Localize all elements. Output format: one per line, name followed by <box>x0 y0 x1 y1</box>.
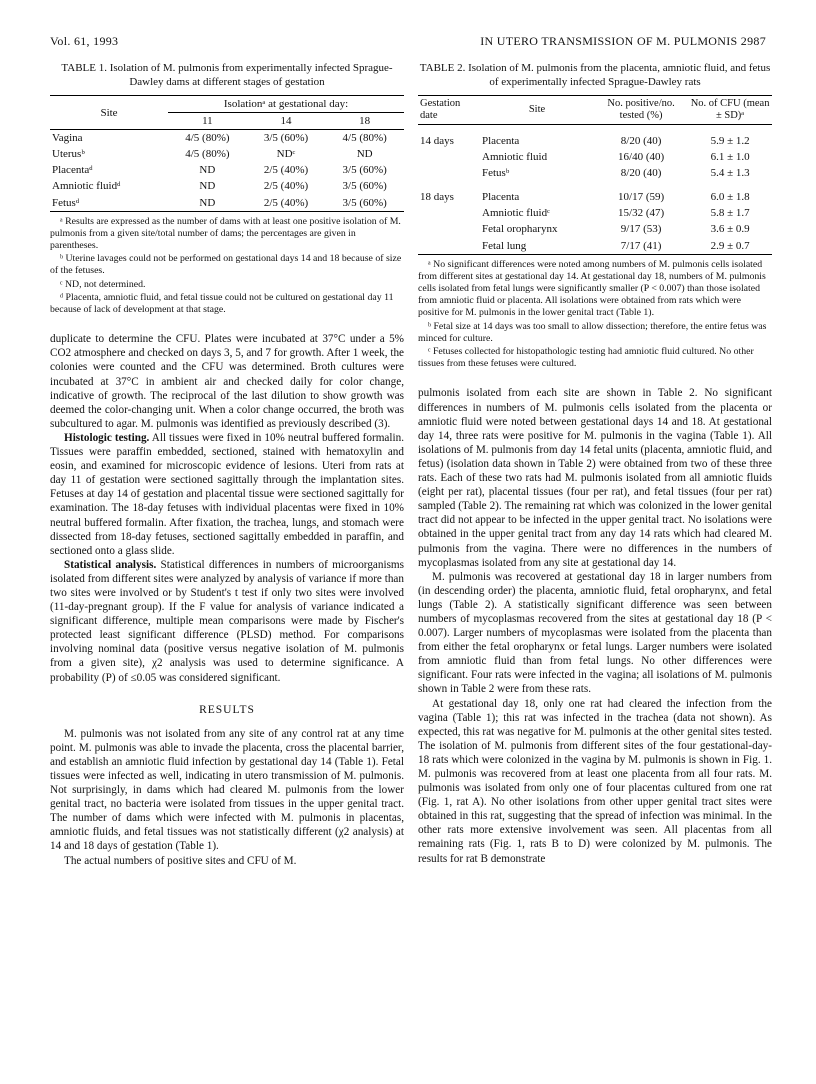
paragraph: Histologic testing. All tissues were fixed in 10% neutral buffered formalin. Tissues were paraffin embedded, sectioned, stained with hematoxylin and eosin, and examined for microscopic evidence of lesions. Uteri from rats at day 11 of gestation were sectioned sagittally through the implantation sites. Fetuses at day 14 of gestation and placental tissue were sectioned sagittally for examination. The 18-day fetuses with individual placentas were fixed in 10% neutral buffered formalin. After fixation, the trachea, lungs, and stomach were dissected from 18-day fetuses, sectioned sagittally embedded in paraffin, and sectioned onto a glass slide. <box>50 431 404 557</box>
table-row: Uterusᵇ 4/5 (80%) NDᶜ ND <box>52 148 373 161</box>
table-row: Placentaᵈ ND 2/5 (40%) 3/5 (60%) <box>52 164 387 177</box>
footnote: ᵈ Placenta, amniotic fluid, and fetal tissue could not be cultured on gestational day 11 because of lack of development at that stage. <box>50 291 394 316</box>
table2-col-cfu: No. of CFU (mean ± SD)ᵃ <box>688 96 772 125</box>
table-row: Fetal oropharynx 9/17 (53) 3.6 ± 0.9 <box>482 223 750 236</box>
footnote: ᵃ Results are expressed as the number of dams with at least one positive isolation of M. pulmonis from a given site/total number of dams; the percentages are given in parentheses. <box>50 215 401 252</box>
paragraph: At gestational day 18, only one rat had cleared the infection from the vagina (Table 1); this rat was infected in the trachea (data not shown). As expected, this rat was negative for M. pulmonis at the other genital sites tested. The isolation of M. pulmonis from different sites of the four gestational-day-18 rats which were colonized in the vagina by M. pulmonis is shown in Fig. 1. M. pulmonis was recovered from at least one placenta from all four rats. M. pulmonis was isolated from only one of four placentas cultured from one rat (Fig. 1, rat A). No other isolations from other upper genital tract sites were obtained in this rat, suggesting that the spread of infection was minimal. In the other rats more extensive involvement was seen. All placentas from all remaining rats (Fig. 1, rats B to D) were colonized by M. pulmonis. The results for rat B demonstrate <box>418 697 772 865</box>
table1-col-site: Site <box>50 96 168 130</box>
running-header-volume: Vol. 61, 1993 <box>50 34 119 48</box>
footnote: ᶜ ND, not determined. <box>60 278 146 290</box>
running-header-title: IN UTERO TRANSMISSION OF M. PULMONIS 2987 <box>480 34 766 48</box>
table-row: Amniotic fluidᵈ ND 2/5 (40%) 3/5 (60%) <box>52 180 387 193</box>
table-row: Amniotic fluidᶜ 15/32 (47) 5.8 ± 1.7 <box>482 207 750 220</box>
table-row: Fetusᵇ 8/20 (40) 5.4 ± 1.3 <box>482 167 750 180</box>
table1-day: 14 <box>247 113 326 130</box>
table2-caption: TABLE 2. Isolation of M. pulmonis from the placenta, amniotic fluid, and fetus of experimentally infected Sprague-Dawley rats <box>419 62 771 88</box>
table1 <box>50 95 404 212</box>
footnote: ᶜ Fetuses collected for histopathologic testing had amniotic fluid cultured. No other tissues from these fetuses were cultured. <box>418 346 754 370</box>
paragraph: M. pulmonis was not isolated from any site of any control rat at any time point. M. pulmonis was able to invade the placenta, cross the placental barrier, and establish an amniotic fluid infection by gestational day 14 (Table 1). Fetal tissues were infected as well, indicating in utero transmission of M. pulmonis. Not surprisingly, in dams which had cleared M. pulmonis from the lower genital tract, no bacteria were isolated from tissues in the upper genital tract. The number of dams which were infected with M. pulmonis in placentas, amniotic fluids, and fetal tissues was not statistically different (χ2 analysis) at 14 and 18 days of gestation (Table 1). <box>50 727 404 853</box>
table-row: Amniotic fluid 16/40 (40) 6.1 ± 1.0 <box>482 151 750 164</box>
footnote: ᵇ Uterine lavages could not be performed on gestational days 14 and 18 because of size of the fetuses. <box>50 253 402 277</box>
results-heading: RESULTS <box>199 703 255 716</box>
right-body <box>418 386 772 865</box>
section-heading-statistics: Statistical analysis. <box>64 558 157 571</box>
table1-caption: TABLE 1. Isolation of M. pulmonis from experimentally infected Sprague-Dawley dams at different stages of gestation <box>61 62 393 88</box>
table2-footnotes <box>418 259 772 371</box>
table2 <box>418 95 772 255</box>
table2-col-date: Gestation date <box>418 96 480 125</box>
paragraph: The actual numbers of positive sites and CFU of M. <box>64 854 297 867</box>
table-row: Fetal lung 7/17 (41) 2.9 ± 0.7 <box>418 238 772 255</box>
paragraph: Statistical analysis. Statistical differences in numbers of microorganisms isolated from different sites were analyzed by analysis of variance if more than two sites were involved or by Student's t test if only two sites were involved (11-day-pregnant group). If the F value for analysis of variance indicated a significant difference, multiple mean comparisons were made by Fischer's protected least significant difference (PLSD) method. For comparisons involving nominal data (positive versus negative isolation of M. pulmonis from a given site), χ2 analysis was used to determine significance. A probability (P) of ≤0.05 was considered significant. <box>50 558 404 684</box>
table2-col-site: Site <box>480 96 594 125</box>
left-column <box>50 62 404 868</box>
table1-day: 11 <box>168 113 247 130</box>
paragraph: M. pulmonis was recovered at gestational day 18 in larger numbers from (in descending order) the placenta, amniotic fluid, fetal oropharynx, and fetal lungs (Table 2). A statistically significant difference was seen between numbers of mycoplasmas recovered from the sites at gestational day 18 (P < 0.007). Larger numbers of mycoplasmas were isolated from the placenta than from either the fetal oropharynx or fetal lungs. Larger numbers were isolated from amniotic fluid than from fetal lungs. No other differences were significant. Four rats were infected in the vagina; all isolations of M. pulmonis shown in Table 2 were from these rats. <box>418 570 772 696</box>
left-body <box>50 332 404 867</box>
table1-group-header: Isolationᵃ at gestational day: <box>168 96 404 113</box>
paragraph: pulmonis isolated from each site are shown in Table 2. No significant differences in numbers of M. pulmonis cells isolated from the placenta or amniotic fluid were noted between gestational days 14 and 18. At gestational day 14, three rats were positive for M. pulmonis in the vagina (Table 1). All isolations of M. pulmonis from day 14 fetal units (placenta, amniotic fluid, and fetus) (isolation data shown in Table 2) were obtained from two of these three rats. Each of these two rats had M. pulmonis isolated from all amniotic fluids (eight per rat), placental tissues (four per rat), and fetal tissues (four per rat) sampled (Table 2). The remaining rat which was colonized in the lower genital tract did not appear to be infected in the upper genital tract. No isolations were obtained in the upper genital tract from any day 14 rats which had cleared M. pulmonis from the vagina. There were no differences in the numbers of mycoplasmas isolated from any site at gestational day 14. <box>418 387 772 569</box>
table2-col-positive: No. positive/no. tested (%) <box>594 96 688 125</box>
footnote: ᵇ Fetal size at 14 days was too small to allow dissection; therefore, the entire fetus was minced for culture. <box>418 320 767 344</box>
table-row: Vagina 4/5 (80%) 3/5 (60%) 4/5 (80%) <box>52 132 387 145</box>
table-row: 14 days Placenta 8/20 (40) 5.9 ± 1.2 <box>420 135 750 147</box>
table1-day: 18 <box>325 113 404 130</box>
table1-footnotes <box>50 216 404 317</box>
table-row: Fetusᵈ ND 2/5 (40%) 3/5 (60%) <box>50 195 404 212</box>
footnote: ᵃ No significant differences were noted among numbers of M. pulmonis cells isolated from different sites at gestational day 14. At gestational day 18, numbers of M. pulmonis cells isolated from fetal lungs were significantly smaller (P < 0.007) than those isolated from amniotic fluid or placenta. All isolations were obtained from rats which were positive for M. pulmonis in the lower genital tract (Table 1). <box>418 258 766 319</box>
table-row: 18 days Placenta 10/17 (59) 6.0 ± 1.8 <box>420 191 750 204</box>
paragraph: duplicate to determine the CFU. Plates were incubated at 37°C under a 5% CO2 atmosphere and checked on days 3, 5, and 7 for growth. After 1 week, the colonies were counted and the CFU was determined. Broth cultures were incubated at 37°C in ambient air and checked daily for color change, indicative of growth. The reciprocal of the last dilution to show growth was deemed the color-changing unit. When a color change occurred, the broth was subcultured to agar. M. pulmonis was identified as previously described (3). <box>50 333 404 430</box>
section-heading-histology: Histologic testing. <box>64 431 150 444</box>
right-column <box>418 62 772 866</box>
